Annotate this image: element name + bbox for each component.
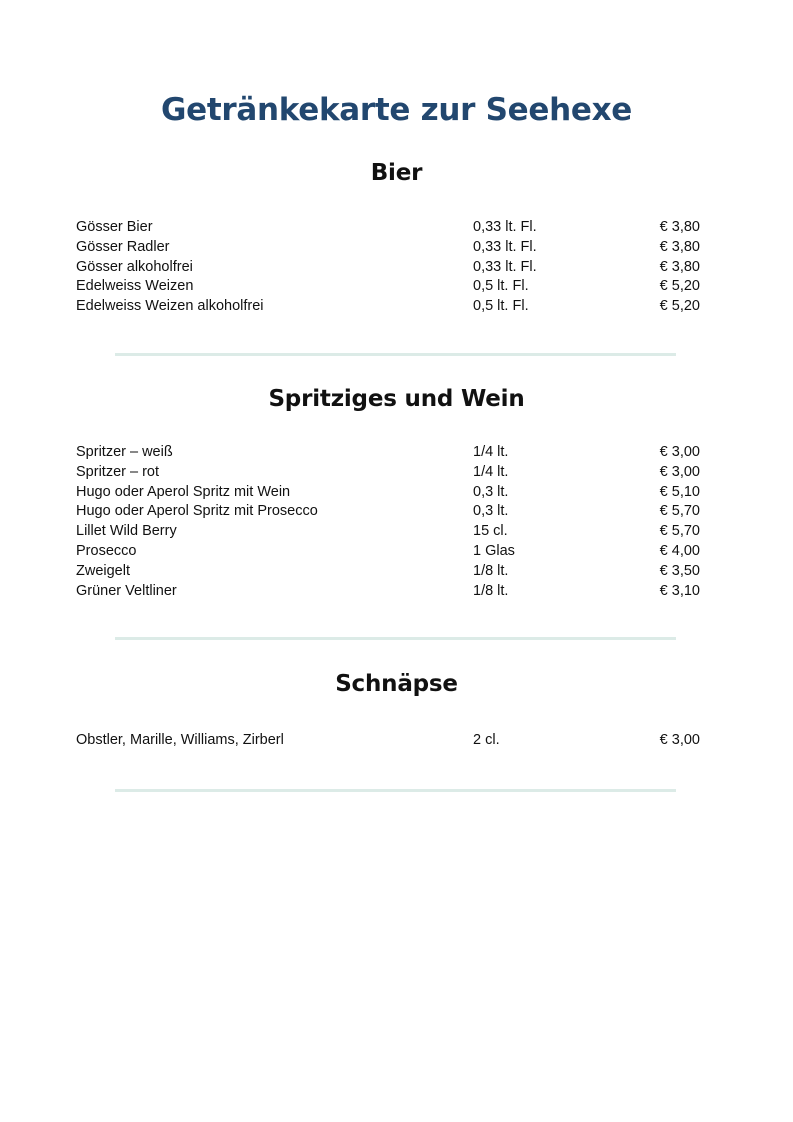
drink-price: € 3,80 (659, 258, 700, 275)
drink-price: € 4,00 (659, 542, 700, 559)
list-item (76, 258, 700, 278)
drink-name: Edelweiss Weizen (76, 278, 194, 295)
list-item (76, 297, 700, 317)
drink-price: € 3,00 (659, 732, 700, 748)
drink-size: 0,33 lt. Fl. (473, 219, 537, 235)
drink-name: Prosecco (76, 542, 137, 559)
drink-name: Gösser Radler (76, 238, 170, 255)
drink-name: Edelweiss Weizen alkoholfrei (76, 298, 264, 315)
drink-price: € 5,10 (659, 483, 700, 500)
drink-name: Hugo oder Aperol Spritz mit Prosecco (76, 503, 318, 520)
drink-price: € 3,80 (659, 238, 700, 255)
drink-price: € 3,50 (659, 562, 700, 579)
drink-name: Zweigelt (76, 562, 130, 579)
list-item (76, 218, 700, 238)
list-item (76, 522, 700, 542)
list-item (76, 277, 700, 297)
section-divider (115, 789, 676, 792)
drink-price: € 3,80 (659, 219, 700, 235)
drink-name: Grüner Veltliner (76, 582, 177, 599)
drink-size: 1 Glas (473, 542, 515, 559)
drink-price: € 3,00 (659, 444, 700, 460)
drink-size: 1/4 lt. (473, 444, 509, 460)
drink-list-bier (76, 218, 700, 317)
list-item (76, 562, 700, 582)
drink-size: 0,3 lt. (473, 503, 509, 520)
list-item (76, 443, 700, 463)
drink-size: 0,33 lt. Fl. (473, 238, 537, 255)
drink-name: Gösser alkoholfrei (76, 258, 193, 275)
drink-price: € 5,20 (659, 278, 700, 295)
drink-price: € 3,00 (659, 463, 700, 480)
drink-size: 0,33 lt. Fl. (473, 258, 537, 275)
drink-size: 1/4 lt. (473, 463, 509, 480)
section-title-spritziges-und-wein: Spritziges und Wein (268, 386, 525, 412)
section-title-schnaepse: Schnäpse (335, 671, 458, 697)
list-item (76, 731, 700, 751)
section-divider (115, 353, 676, 356)
drink-size: 0,5 lt. Fl. (473, 298, 529, 315)
list-item (76, 502, 700, 522)
drink-size: 15 cl. (473, 523, 508, 540)
drink-name: Hugo oder Aperol Spritz mit Wein (76, 483, 291, 500)
list-item (76, 463, 700, 483)
drink-name: Gösser Bier (76, 219, 153, 235)
section-divider (115, 637, 676, 640)
drink-price: € 3,10 (659, 582, 700, 599)
drink-price: € 5,70 (659, 503, 700, 520)
section-title-bier: Bier (370, 160, 423, 186)
drink-size: 0,5 lt. Fl. (473, 278, 529, 295)
drink-size: 2 cl. (473, 732, 500, 748)
page-title: Getränkekarte zur Seehexe (160, 92, 633, 128)
list-item (76, 483, 700, 503)
drink-price: € 5,20 (659, 298, 700, 315)
drink-list-spritziges-und-wein (76, 443, 700, 601)
list-item (76, 582, 700, 602)
drink-price: € 5,70 (659, 523, 700, 540)
drink-size: 0,3 lt. (473, 483, 509, 500)
drink-size: 1/8 lt. (473, 582, 509, 599)
list-item (76, 238, 700, 258)
drink-list-schnaepse (76, 731, 700, 751)
drink-size: 1/8 lt. (473, 562, 509, 579)
drink-name: Spritzer – weiß (76, 444, 173, 460)
drink-name: Obstler, Marille, Williams, Zirberl (76, 732, 284, 748)
drink-name: Lillet Wild Berry (76, 523, 177, 540)
drink-name: Spritzer – rot (76, 463, 159, 480)
list-item (76, 542, 700, 562)
